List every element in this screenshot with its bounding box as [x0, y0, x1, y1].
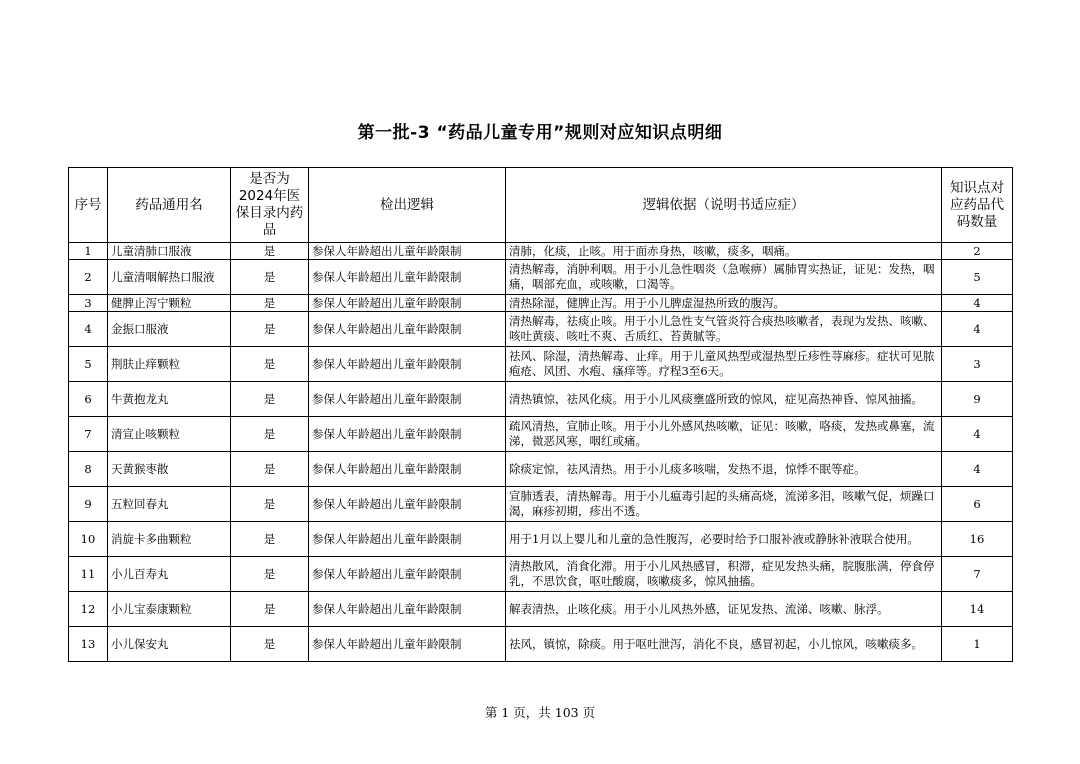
cell-drug-name: 五粒回春丸 — [108, 487, 231, 522]
table-row — [69, 295, 1013, 312]
cell-no: 13 — [69, 627, 108, 662]
cell-logic-basis: 宣肺透表，清热解毒。用于小儿瘟毒引起的头痛高烧，流涕多泪，咳嗽气促，烦躁口渴，麻疹初期，疹出不透。 — [506, 487, 942, 522]
cell-no: 4 — [69, 312, 108, 347]
rules-table — [68, 167, 1013, 662]
cell-logic-basis: 疏风清热，宣肺止咳。用于小儿外感风热咳嗽，证见：咳嗽，咯痰，发热或鼻塞，流涕，微恶风寒，咽红或痛。 — [506, 417, 942, 452]
cell-detection-logic: 参保人年龄超出儿童年龄限制 — [309, 452, 506, 487]
cell-drug-name: 牛黄抱龙丸 — [108, 382, 231, 417]
cell-in-catalog: 是 — [231, 260, 309, 295]
cell-no: 3 — [69, 295, 108, 312]
cell-detection-logic: 参保人年龄超出儿童年龄限制 — [309, 260, 506, 295]
cell-code-count: 14 — [942, 592, 1013, 627]
cell-no: 6 — [69, 382, 108, 417]
cell-detection-logic: 参保人年龄超出儿童年龄限制 — [309, 417, 506, 452]
table-body — [69, 243, 1013, 662]
cell-drug-name: 金振口服液 — [108, 312, 231, 347]
header-detection-logic: 检出逻辑 — [309, 168, 506, 243]
cell-detection-logic: 参保人年龄超出儿童年龄限制 — [309, 295, 506, 312]
table-row — [69, 260, 1013, 295]
cell-in-catalog: 是 — [231, 243, 309, 260]
cell-code-count: 16 — [942, 522, 1013, 557]
table-row — [69, 627, 1013, 662]
cell-code-count: 7 — [942, 557, 1013, 592]
cell-logic-basis: 清热解毒，消肿利咽。用于小儿急性咽炎（急喉痹）属肺胃实热证，证见：发热，咽痛，咽部充血，或咳嗽，口渴等。 — [506, 260, 942, 295]
table-row — [69, 243, 1013, 260]
table-row — [69, 417, 1013, 452]
cell-drug-name: 健脾止泻宁颗粒 — [108, 295, 231, 312]
cell-detection-logic: 参保人年龄超出儿童年龄限制 — [309, 347, 506, 382]
cell-detection-logic: 参保人年龄超出儿童年龄限制 — [309, 592, 506, 627]
table-row — [69, 522, 1013, 557]
cell-detection-logic: 参保人年龄超出儿童年龄限制 — [309, 382, 506, 417]
cell-detection-logic: 参保人年龄超出儿童年龄限制 — [309, 487, 506, 522]
table-row — [69, 312, 1013, 347]
cell-in-catalog: 是 — [231, 487, 309, 522]
cell-drug-name: 荆肤止痒颗粒 — [108, 347, 231, 382]
cell-no: 12 — [69, 592, 108, 627]
cell-no: 1 — [69, 243, 108, 260]
cell-logic-basis: 清热除湿，健脾止泻。用于小儿脾虚湿热所致的腹泻。 — [506, 295, 942, 312]
cell-code-count: 2 — [942, 243, 1013, 260]
cell-no: 10 — [69, 522, 108, 557]
header-code-count: 知识点对应药品代码数量 — [942, 168, 1013, 243]
cell-logic-basis: 用于1月以上婴儿和儿童的急性腹泻，必要时给予口服补液或静脉补液联合使用。 — [506, 522, 942, 557]
cell-drug-name: 小儿百寿丸 — [108, 557, 231, 592]
cell-no: 8 — [69, 452, 108, 487]
cell-drug-name: 儿童清肺口服液 — [108, 243, 231, 260]
table-row — [69, 382, 1013, 417]
table-row — [69, 592, 1013, 627]
cell-in-catalog: 是 — [231, 627, 309, 662]
table-row — [69, 487, 1013, 522]
cell-code-count: 3 — [942, 347, 1013, 382]
cell-in-catalog: 是 — [231, 295, 309, 312]
cell-in-catalog: 是 — [231, 382, 309, 417]
cell-code-count: 9 — [942, 382, 1013, 417]
header-logic-basis: 逻辑依据（说明书适应症） — [506, 168, 942, 243]
page-title: 第一批-3 “药品儿童专用”规则对应知识点明细 — [357, 123, 723, 143]
cell-drug-name: 天黄猴枣散 — [108, 452, 231, 487]
cell-logic-basis: 祛风、除湿，清热解毒、止痒。用于儿童风热型或湿热型丘疹性荨麻疹。症状可见脓疱疮、风团、水疱、瘙痒等。疗程3至6天。 — [506, 347, 942, 382]
cell-logic-basis: 清肺，化痰，止咳。用于面赤身热，咳嗽，痰多，咽痛。 — [506, 243, 942, 260]
cell-detection-logic: 参保人年龄超出儿童年龄限制 — [309, 312, 506, 347]
cell-no: 9 — [69, 487, 108, 522]
cell-code-count: 5 — [942, 260, 1013, 295]
cell-in-catalog: 是 — [231, 557, 309, 592]
cell-drug-name: 儿童清咽解热口服液 — [108, 260, 231, 295]
cell-detection-logic: 参保人年龄超出儿童年龄限制 — [309, 522, 506, 557]
cell-logic-basis: 除痰定惊，祛风清热。用于小儿痰多咳喘，发热不退，惊悸不眠等症。 — [506, 452, 942, 487]
cell-detection-logic: 参保人年龄超出儿童年龄限制 — [309, 627, 506, 662]
cell-no: 11 — [69, 557, 108, 592]
cell-logic-basis: 祛风，镇惊，除痰。用于呕吐泄泻，消化不良，感冒初起，小儿惊风，咳嗽痰多。 — [506, 627, 942, 662]
table-header-row — [69, 168, 1013, 243]
cell-no: 5 — [69, 347, 108, 382]
cell-code-count: 4 — [942, 417, 1013, 452]
cell-code-count: 6 — [942, 487, 1013, 522]
cell-code-count: 4 — [942, 312, 1013, 347]
cell-drug-name: 清宣止咳颗粒 — [108, 417, 231, 452]
header-drug-name: 药品通用名 — [108, 168, 231, 243]
cell-detection-logic: 参保人年龄超出儿童年龄限制 — [309, 557, 506, 592]
cell-logic-basis: 清热镇惊，祛风化痰。用于小儿风痰壅盛所致的惊风，症见高热神昏、惊风抽搐。 — [506, 382, 942, 417]
cell-no: 2 — [69, 260, 108, 295]
page-footer: 第 1 页，共 103 页 — [484, 705, 596, 720]
cell-in-catalog: 是 — [231, 522, 309, 557]
cell-code-count: 4 — [942, 452, 1013, 487]
cell-drug-name: 小儿宝泰康颗粒 — [108, 592, 231, 627]
cell-in-catalog: 是 — [231, 312, 309, 347]
cell-code-count: 1 — [942, 627, 1013, 662]
table-row — [69, 452, 1013, 487]
cell-drug-name: 消旋卡多曲颗粒 — [108, 522, 231, 557]
cell-logic-basis: 解表清热，止咳化痰。用于小儿风热外感，证见发热、流涕、咳嗽、脉浮。 — [506, 592, 942, 627]
table-row — [69, 557, 1013, 592]
cell-detection-logic: 参保人年龄超出儿童年龄限制 — [309, 243, 506, 260]
header-no: 序号 — [69, 168, 108, 243]
cell-drug-name: 小儿保安丸 — [108, 627, 231, 662]
cell-code-count: 4 — [942, 295, 1013, 312]
cell-in-catalog: 是 — [231, 417, 309, 452]
table-row — [69, 347, 1013, 382]
cell-no: 7 — [69, 417, 108, 452]
cell-in-catalog: 是 — [231, 452, 309, 487]
cell-in-catalog: 是 — [231, 347, 309, 382]
header-in-catalog: 是否为2024年医保目录内药品 — [231, 168, 309, 243]
cell-in-catalog: 是 — [231, 592, 309, 627]
cell-logic-basis: 清热散风，消食化滞。用于小儿风热感冒，积滞，症见发热头痛，脘腹胀满，停食停乳，不思饮食，呕吐酸腐，咳嗽痰多，惊风抽搐。 — [506, 557, 942, 592]
cell-logic-basis: 清热解毒，祛痰止咳。用于小儿急性支气管炎符合痰热咳嗽者，表现为发热、咳嗽、咳吐黄痰、咳吐不爽、舌质红、苔黄腻等。 — [506, 312, 942, 347]
